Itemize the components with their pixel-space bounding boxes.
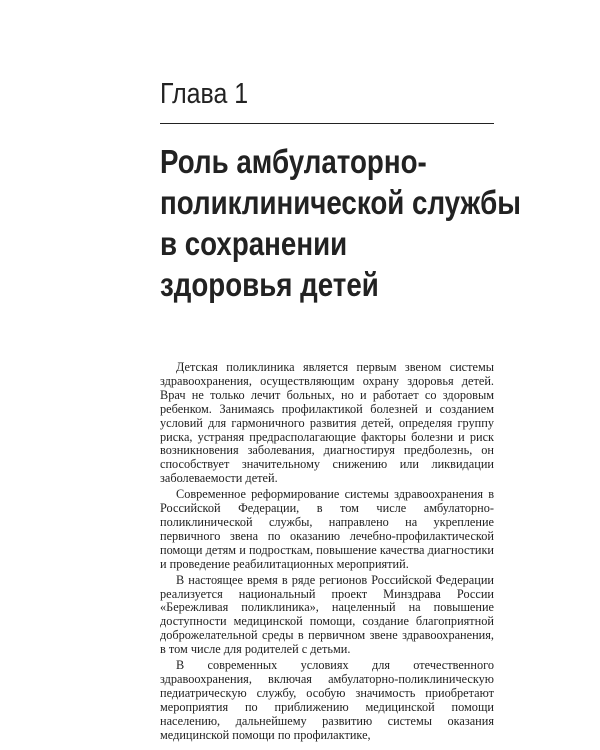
chapter-title-line: здоровья детей bbox=[160, 266, 379, 303]
paragraph: В настоящее время в ряде регионов Российской Федерации реализуется национальный проект Минздрава России «Бережливая поликлиника», нацеленный на повышение доступности медицинской помощи, создание благоприятной доброжелательной среды в первичном звене здравоохранения, в том числе для родителей с детьми. bbox=[160, 572, 494, 657]
chapter-title bbox=[160, 141, 521, 305]
chapter-divider bbox=[160, 123, 494, 124]
chapter-title-line: в сохранении bbox=[160, 225, 348, 262]
body-text bbox=[160, 361, 494, 744]
chapter-label: Глава 1 bbox=[160, 78, 249, 110]
chapter-title-line: поликлинической службы bbox=[160, 184, 521, 221]
paragraph: Современное реформирование системы здравоохранения в Российской Федерации, в том числе амбулаторно-поликлинической службы, направлено на укрепление первичного звена по оказанию лечебно-профилактической помощи детям и подросткам, повышение качества диагностики и проведение реабилитационных мероприятий. bbox=[160, 487, 494, 571]
paragraph: Детская поликлиника является первым звеном системы здравоохранения, осуществляющим охрану здоровья детей. Врач не только лечит больных, но и работает со здоровым ребенком. Занимаясь профилактикой болезней и созданием условий для гармоничного развития детей, определяя группу риска, устраняя предрасполагающие факторы болезни и риск возникновения заболевания, диагностируя предболезнь, он способствует значительному снижению или ликвидации заболеваемости детей. bbox=[160, 360, 494, 486]
paragraph: В современных условиях для отечественного здравоохранения, включая амбулаторно-поликлиническую педиатрическую службу, особую значимость приобретают мероприятия по приближению медицинской помощи населению, дальнейшему развитию системы оказания медицинской помощи по профилактике, bbox=[160, 658, 494, 742]
chapter-title-line: Роль амбулаторно- bbox=[160, 143, 427, 180]
